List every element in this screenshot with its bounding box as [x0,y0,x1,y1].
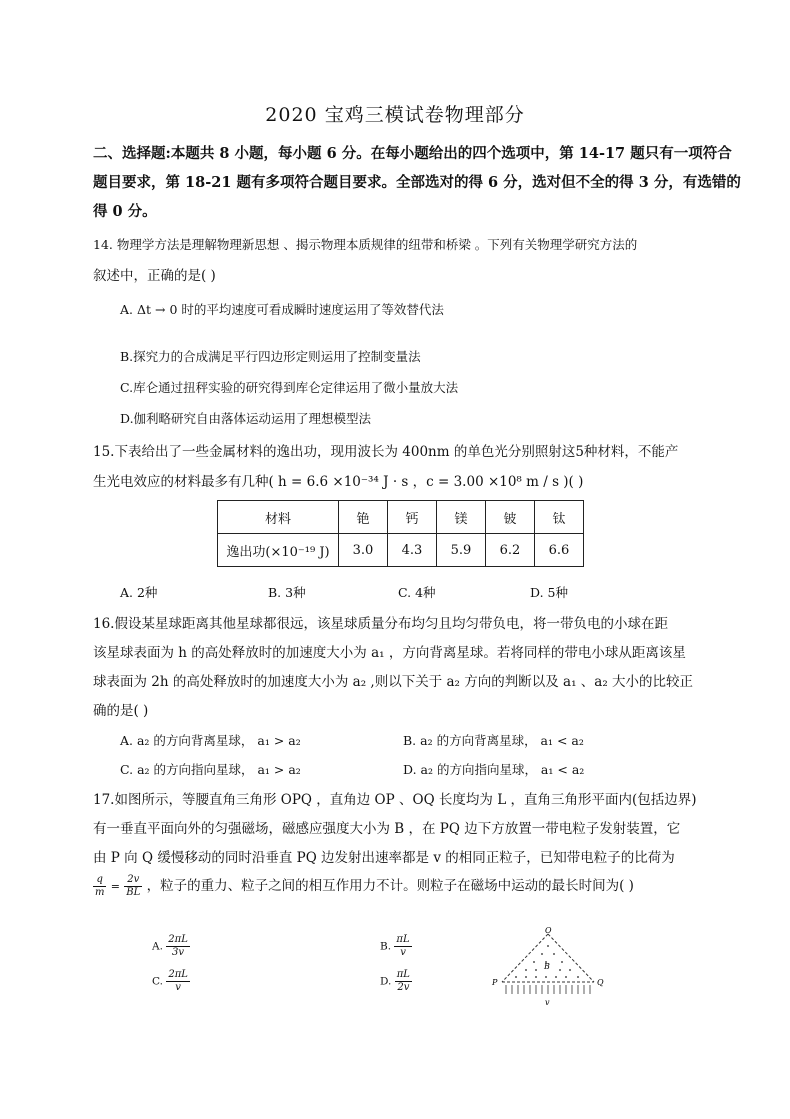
work-function-table [217,500,584,567]
label-q: Q [597,978,604,987]
q17-option-a: A. $\frac{2\pi L}{3v}$ [152,934,188,958]
q14-option-b: B.探究力的合成满足平行四边形定则运用了控制变量法 [120,349,421,364]
table-row [218,534,584,567]
q16-option-c: C. a₂ 的方向指向星球， a₁ > a₂ [120,762,301,777]
q17-option-b: B. $\frac{\pi L}{v}$ [380,934,410,958]
q17-stem-line-4: $\frac{q}{m}$ = $\frac{2v}{BL}$ ，粒子的重力、粒子之间的相互作用力不计。则粒子在磁场中运动的最长时间为( ) [95,874,634,898]
q14-option-a: A. Δt → 0 时的平均速度可看成瞬时速度运用了等效替代法 [120,302,444,317]
q16-option-d: D. a₂ 的方向指向星球， a₁ < a₂ [403,762,585,777]
label-p: P [492,978,498,987]
label-b: B [544,962,550,971]
label-o: O [545,926,552,935]
q15-stem-line-1: 15.下表给出了一些金属材料的逸出功，现用波长为 400nm 的单色光分别照射这5种材料，不能产 [93,444,679,460]
charge-ratio-right: $\frac{2v}{BL}$ [126,874,141,898]
charge-ratio-left: $\frac{q}{m}$ [95,874,105,898]
q15-stem-line-2: 生光电效应的材料最多有几种( h = 6.6 ×10⁻³⁴ J · s ，c = 3.00 ×10⁸ m / s )( ) [93,474,584,490]
section-instructions-line-2: 题目要求，第 18-21 题有多项符合题目要求。全部选对的得 6 分，选对但不全的得 3 分，有选错的 [93,174,741,191]
table-header-cell: 铯 [339,501,388,534]
table-header-row [218,501,584,534]
table-row-label: 逸出功(×10⁻¹⁹ J) [218,534,339,567]
q15-option-d: D. 5种 [530,585,568,600]
q16-stem-line-1: 16.假设某星球距离其他星球都很远，该星球质量分布均匀且均匀带负电，将一带负电的小球在距 [93,616,668,632]
table-cell: 6.6 [535,534,584,567]
q17-stem-line-2: 有一垂直平面向外的匀强磁场，磁感应强度大小为 B ，在 PQ 边下方放置一带电粒子发射装置，它 [93,821,681,837]
section-instructions-line-1: 二、选择题:本题共 8 小题，每小题 6 分。在每小题给出的四个选项中，第 14-17 题只有一项符合 [93,145,732,162]
table-header-cell: 钙 [388,501,437,534]
table-cell: 4.3 [388,534,437,567]
label-v: v [545,998,550,1007]
table-header-cell: 镁 [437,501,486,534]
q16-stem-line-4: 确的是( ) [93,703,149,719]
table-header-cell: 铍 [486,501,535,534]
table-cell: 6.2 [486,534,535,567]
q17-option-d: D. $\frac{\pi L}{2v}$ [380,969,410,993]
q14-option-c: C.库仑通过扭秤实验的研究得到库仑定律运用了微小量放大法 [120,380,459,395]
q17-stem-line-1: 17.如图所示，等腰直角三角形 OPQ ，直角边 OP 、OQ 长度均为 L ，直角三角形平面内(包括边界) [93,792,697,808]
q15-option-b: B. 3种 [268,585,306,600]
table-header-cell: 钛 [535,501,584,534]
page-title: 2020 宝鸡三模试卷物理部分 [265,104,525,126]
q16-stem-line-2: 该星球表面为 h 的高处释放时的加速度大小为 a₁ ，方向背离星球。若将同样的带电小球从距离该星 [93,645,686,661]
q17-option-c: C. $\frac{2\pi L}{v}$ [152,969,188,993]
side-op [502,934,548,982]
side-oq [548,934,594,982]
triangle-magnetic-field-figure [488,926,618,1016]
q15-option-a: A. 2种 [120,585,158,600]
q16-option-b: B. a₂ 的方向背离星球， a₁ < a₂ [403,733,584,748]
q16-option-a: A. a₂ 的方向背离星球， a₁ > a₂ [120,733,301,748]
q14-stem-line-2: 叙述中，正确的是( ) [93,268,216,284]
q14-stem-line-1: 14. 物理学方法是理解物理新思想 、揭示物理本质规律的纽带和桥梁 。下列有关物理学研究方法的 [93,237,638,252]
table-header-cell: 材料 [218,501,339,534]
q17-stem-line-3: 由 P 向 Q 缓慢移动的同时沿垂直 PQ 边发射出速率都是 v 的相同正粒子，已知带电粒子的比荷为 [93,850,675,866]
q14-option-d: D.伽利略研究自由落体运动运用了理想模型法 [120,411,372,426]
q16-stem-line-3: 球表面为 2h 的高处释放时的加速度大小为 a₂ ,则以下关于 a₂ 方向的判断以及 a₁ 、a₂ 大小的比较正 [93,674,694,690]
table-cell: 5.9 [437,534,486,567]
table-cell: 3.0 [339,534,388,567]
q15-option-c: C. 4种 [398,585,436,600]
section-instructions-line-3: 得 0 分。 [93,203,157,220]
emitter-arrows [506,985,590,994]
